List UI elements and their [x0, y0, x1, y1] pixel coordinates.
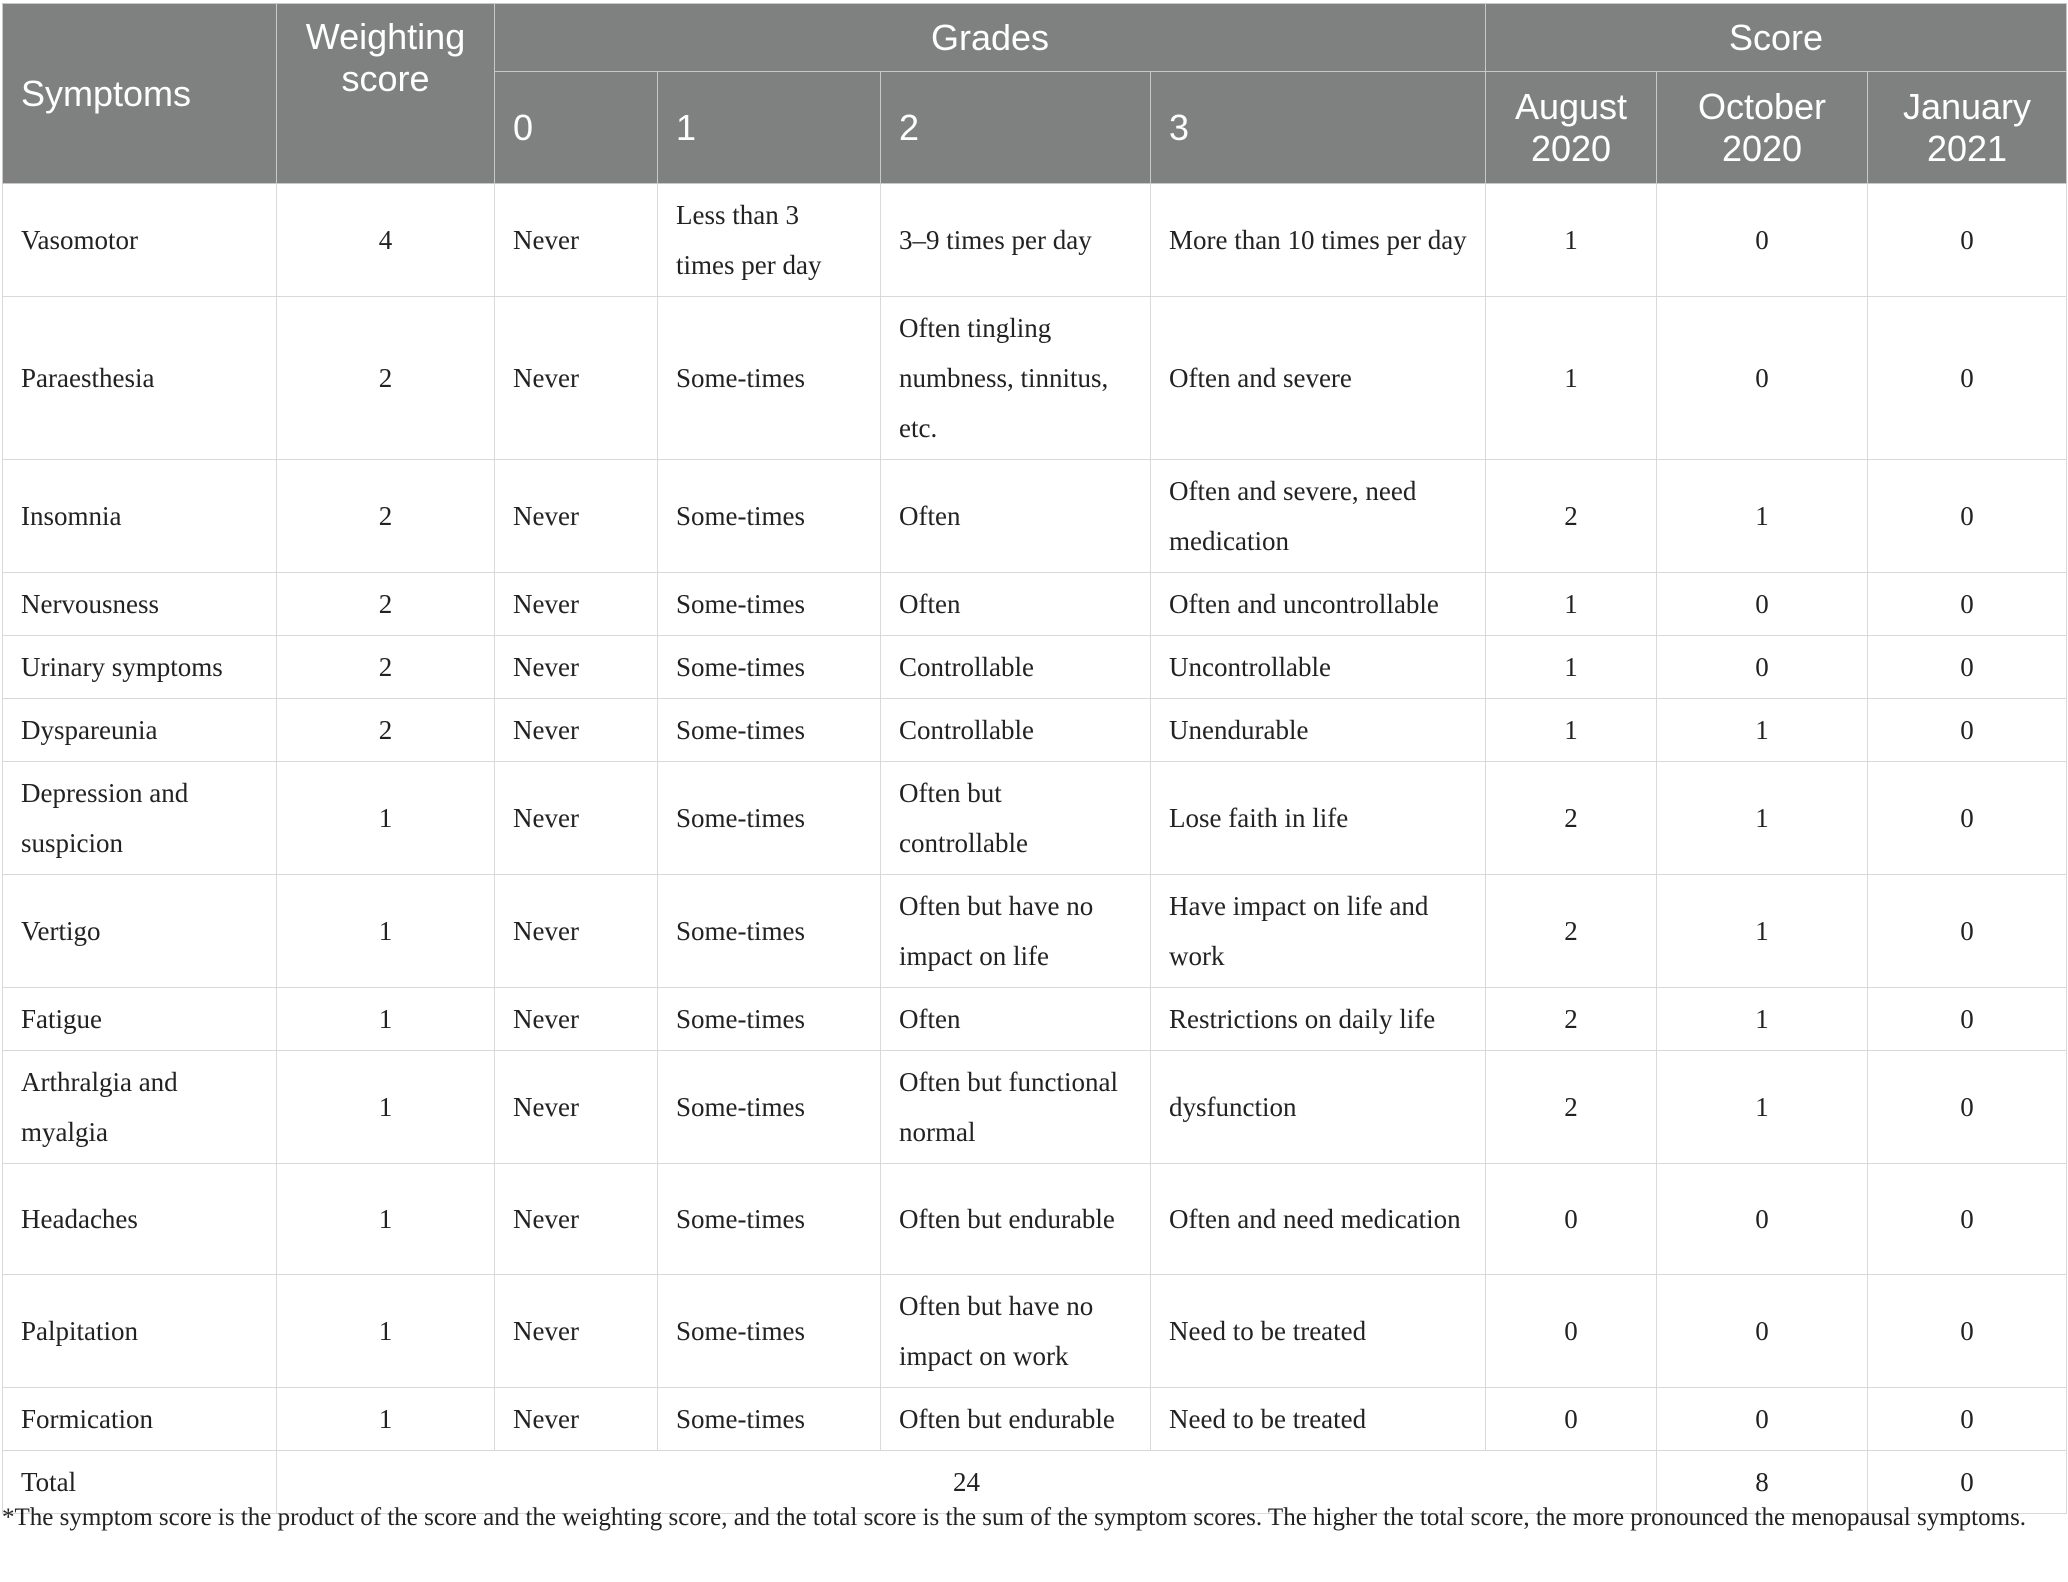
score-august-cell: 1 — [1486, 297, 1657, 460]
score-january-cell: 0 — [1868, 460, 2067, 573]
grade-1-cell: Some-times — [658, 762, 881, 875]
header-grade-3: 3 — [1151, 72, 1486, 184]
score-august-cell: 1 — [1486, 636, 1657, 699]
grade-0-cell: Never — [495, 184, 658, 297]
score-october-cell: 0 — [1657, 636, 1868, 699]
grade-0-cell: Never — [495, 1388, 658, 1451]
grade-2-cell: Often but controllable — [881, 762, 1151, 875]
score-october-cell: 0 — [1657, 1388, 1868, 1451]
grade-2-cell: Often tingling numbness, tinnitus, etc. — [881, 297, 1151, 460]
symptom-cell: Palpitation — [3, 1275, 277, 1388]
score-august-cell: 1 — [1486, 573, 1657, 636]
grade-1-cell: Some-times — [658, 988, 881, 1051]
score-october-cell: 0 — [1657, 573, 1868, 636]
grade-2-cell: Often but endurable — [881, 1388, 1151, 1451]
grade-2-cell: Controllable — [881, 699, 1151, 762]
table-footnote: *The symptom score is the product of the score and the weighting score, and the total score is the sum of the symptom scores. The higher the total score, the more pronounced the menopausal symptoms. — [2, 1504, 2027, 1531]
grade-1-cell: Less than 3 times per day — [658, 184, 881, 297]
score-january-cell: 0 — [1868, 875, 2067, 988]
symptom-cell: Vasomotor — [3, 184, 277, 297]
grade-0-cell: Never — [495, 636, 658, 699]
symptom-cell: Dyspareunia — [3, 699, 277, 762]
weighting-score-cell: 2 — [277, 573, 495, 636]
header-grade-1: 1 — [658, 72, 881, 184]
grade-2-cell: Often — [881, 460, 1151, 573]
total-august: 24 — [277, 1451, 1657, 1514]
score-january-cell: 0 — [1868, 1275, 2067, 1388]
grade-3-cell: Often and severe, need medication — [1151, 460, 1486, 573]
symptom-cell: Urinary symptoms — [3, 636, 277, 699]
table-row — [3, 636, 2067, 699]
grade-0-cell: Never — [495, 1051, 658, 1164]
score-august-cell: 2 — [1486, 762, 1657, 875]
table-row — [3, 1051, 2067, 1164]
grade-0-cell: Never — [495, 1164, 658, 1275]
symptom-cell: Headaches — [3, 1164, 277, 1275]
grade-1-cell: Some-times — [658, 1275, 881, 1388]
weighting-score-cell: 1 — [277, 762, 495, 875]
symptom-cell: Depression and suspicion — [3, 762, 277, 875]
grade-0-cell: Never — [495, 573, 658, 636]
weighting-score-cell: 2 — [277, 297, 495, 460]
score-october-cell: 1 — [1657, 1051, 1868, 1164]
weighting-score-cell: 1 — [277, 1051, 495, 1164]
total-january: 0 — [1868, 1451, 2067, 1514]
score-january-cell: 0 — [1868, 573, 2067, 636]
grade-2-cell: Often but endurable — [881, 1164, 1151, 1275]
weighting-score-cell: 2 — [277, 460, 495, 573]
weighting-score-cell: 1 — [277, 875, 495, 988]
grade-3-cell: Have impact on life and work — [1151, 875, 1486, 988]
score-august-cell: 0 — [1486, 1388, 1657, 1451]
table-row — [3, 762, 2067, 875]
score-august-cell: 2 — [1486, 1051, 1657, 1164]
grade-0-cell: Never — [495, 988, 658, 1051]
table-row — [3, 1388, 2067, 1451]
score-january-cell: 0 — [1868, 1164, 2067, 1275]
header-grades: Grades — [495, 4, 1486, 72]
symptom-cell: Arthralgia and myalgia — [3, 1051, 277, 1164]
score-august-cell: 1 — [1486, 184, 1657, 297]
grade-2-cell: Often but have no impact on work — [881, 1275, 1151, 1388]
header-grade-0: 0 — [495, 72, 658, 184]
score-october-cell: 0 — [1657, 1164, 1868, 1275]
score-august-cell: 0 — [1486, 1275, 1657, 1388]
grade-2-cell: Often — [881, 988, 1151, 1051]
grade-2-cell: Controllable — [881, 636, 1151, 699]
grade-1-cell: Some-times — [658, 460, 881, 573]
grade-0-cell: Never — [495, 875, 658, 988]
grade-3-cell: Often and uncontrollable — [1151, 573, 1486, 636]
grade-1-cell: Some-times — [658, 573, 881, 636]
header-score: Score — [1486, 4, 2067, 72]
score-october-cell: 1 — [1657, 762, 1868, 875]
grade-0-cell: Never — [495, 762, 658, 875]
score-october-cell: 0 — [1657, 1275, 1868, 1388]
header-date-october: October 2020 — [1657, 72, 1868, 184]
weighting-score-cell: 1 — [277, 1388, 495, 1451]
table-header — [3, 4, 2067, 184]
score-august-cell: 2 — [1486, 875, 1657, 988]
header-grade-2: 2 — [881, 72, 1151, 184]
symptom-cell: Paraesthesia — [3, 297, 277, 460]
total-october: 8 — [1657, 1451, 1868, 1514]
grade-2-cell: Often — [881, 573, 1151, 636]
score-august-cell: 1 — [1486, 699, 1657, 762]
score-january-cell: 0 — [1868, 1051, 2067, 1164]
grade-3-cell: Restrictions on daily life — [1151, 988, 1486, 1051]
score-january-cell: 0 — [1868, 699, 2067, 762]
grade-3-cell: dysfunction — [1151, 1051, 1486, 1164]
grade-3-cell: Uncontrollable — [1151, 636, 1486, 699]
grade-1-cell: Some-times — [658, 1051, 881, 1164]
symptom-cell: Formication — [3, 1388, 277, 1451]
grade-1-cell: Some-times — [658, 636, 881, 699]
grade-3-cell: Often and need medication — [1151, 1164, 1486, 1275]
table-row — [3, 988, 2067, 1051]
grade-2-cell: 3–9 times per day — [881, 184, 1151, 297]
score-january-cell: 0 — [1868, 636, 2067, 699]
grade-2-cell: Often but functional normal — [881, 1051, 1151, 1164]
weighting-score-cell: 1 — [277, 1275, 495, 1388]
header-date-august: August 2020 — [1486, 72, 1657, 184]
table-body — [3, 184, 2067, 1514]
score-january-cell: 0 — [1868, 297, 2067, 460]
total-label: Total — [3, 1451, 277, 1514]
score-october-cell: 1 — [1657, 875, 1868, 988]
symptom-cell: Nervousness — [3, 573, 277, 636]
grade-1-cell: Some-times — [658, 1388, 881, 1451]
table-row — [3, 573, 2067, 636]
grade-3-cell: Need to be treated — [1151, 1275, 1486, 1388]
symptom-cell: Vertigo — [3, 875, 277, 988]
score-august-cell: 2 — [1486, 988, 1657, 1051]
grade-0-cell: Never — [495, 699, 658, 762]
score-october-cell: 0 — [1657, 297, 1868, 460]
weighting-score-cell: 4 — [277, 184, 495, 297]
score-august-cell: 0 — [1486, 1164, 1657, 1275]
table-row — [3, 184, 2067, 297]
weighting-score-cell: 2 — [277, 636, 495, 699]
score-august-cell: 2 — [1486, 460, 1657, 573]
score-october-cell: 0 — [1657, 184, 1868, 297]
table-row — [3, 1164, 2067, 1275]
weighting-score-cell: 2 — [277, 699, 495, 762]
score-january-cell: 0 — [1868, 988, 2067, 1051]
score-january-cell: 0 — [1868, 762, 2067, 875]
grade-0-cell: Never — [495, 460, 658, 573]
score-october-cell: 1 — [1657, 988, 1868, 1051]
table-row — [3, 460, 2067, 573]
grade-1-cell: Some-times — [658, 875, 881, 988]
symptom-score-table — [2, 3, 2067, 1514]
grade-3-cell: Need to be treated — [1151, 1388, 1486, 1451]
header-weighting-score: Weighting score — [277, 4, 495, 184]
grade-2-cell: Often but have no impact on life — [881, 875, 1151, 988]
symptom-cell: Fatigue — [3, 988, 277, 1051]
table-row — [3, 297, 2067, 460]
score-january-cell: 0 — [1868, 1388, 2067, 1451]
grade-3-cell: Unendurable — [1151, 699, 1486, 762]
score-october-cell: 1 — [1657, 699, 1868, 762]
table-row — [3, 699, 2067, 762]
grade-3-cell: More than 10 times per day — [1151, 184, 1486, 297]
grade-3-cell: Often and severe — [1151, 297, 1486, 460]
grade-0-cell: Never — [495, 297, 658, 460]
grade-3-cell: Lose faith in life — [1151, 762, 1486, 875]
weighting-score-cell: 1 — [277, 1164, 495, 1275]
score-october-cell: 1 — [1657, 460, 1868, 573]
symptom-cell: Insomnia — [3, 460, 277, 573]
grade-1-cell: Some-times — [658, 297, 881, 460]
table-row — [3, 1275, 2067, 1388]
table-row — [3, 875, 2067, 988]
weighting-score-cell: 1 — [277, 988, 495, 1051]
header-date-january: January 2021 — [1868, 72, 2067, 184]
grade-0-cell: Never — [495, 1275, 658, 1388]
grade-1-cell: Some-times — [658, 1164, 881, 1275]
score-january-cell: 0 — [1868, 184, 2067, 297]
header-symptoms: Symptoms — [3, 4, 277, 184]
grade-1-cell: Some-times — [658, 699, 881, 762]
